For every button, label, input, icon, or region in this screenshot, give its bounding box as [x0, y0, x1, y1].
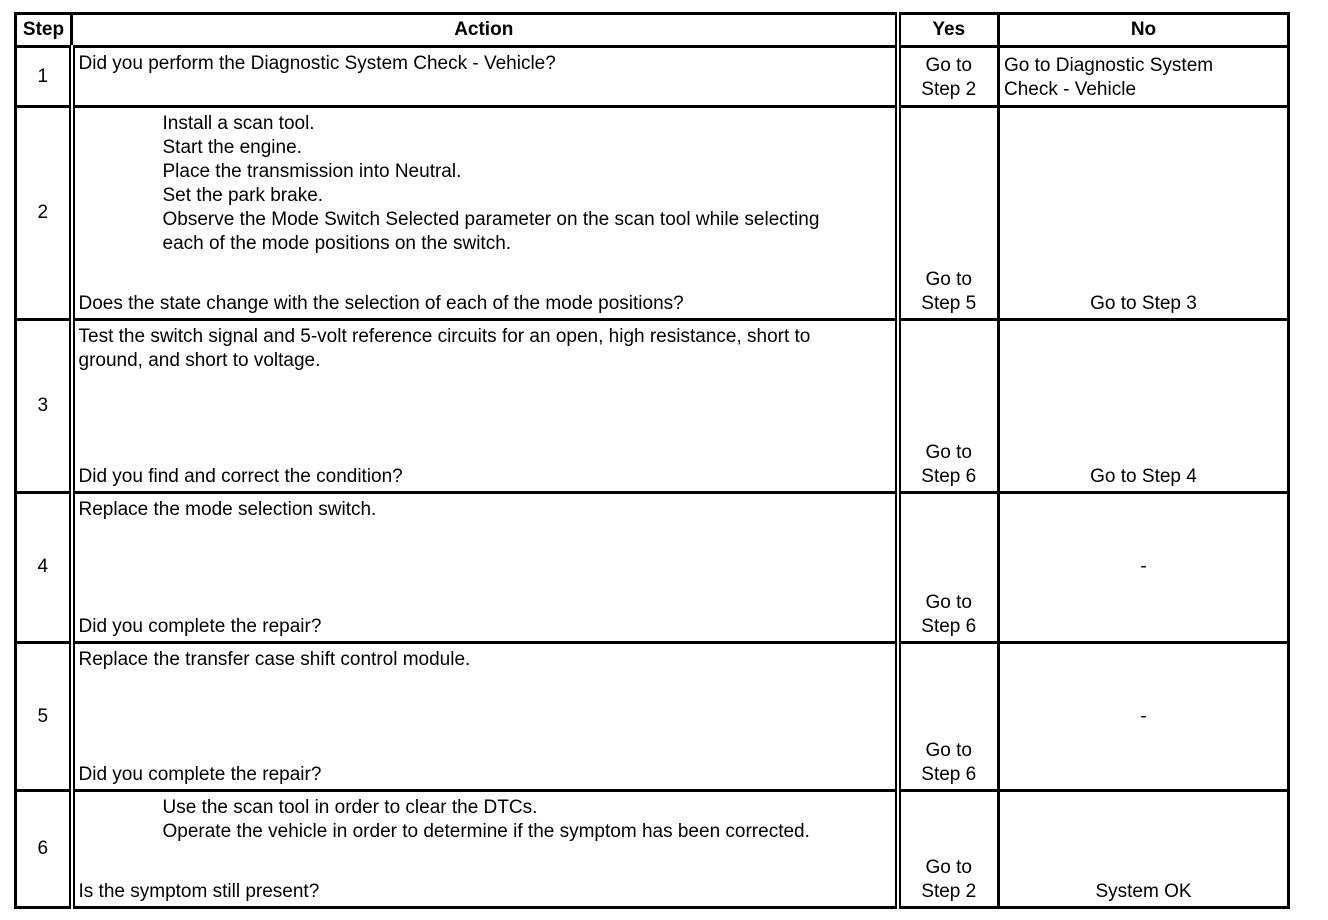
table-row	[16, 791, 1289, 908]
step-number: 1	[16, 47, 72, 107]
list-item: Use the scan tool in order to clear the DTCs.	[162, 797, 538, 819]
action-cell	[72, 47, 898, 107]
table-row	[16, 642, 1289, 791]
yes-cell: Go to Step 2	[898, 47, 999, 107]
no-cell: Go to Diagnostic System Check - Vehicle	[999, 47, 1289, 107]
no-cell: Go to Step 3	[999, 107, 1289, 320]
action-text: Test the switch signal and 5-volt reference circuits for an open, high resistance, short to ground, and short to voltage.	[78, 326, 811, 372]
list-item: each of the mode positions on the switch.	[162, 233, 512, 255]
action-question: Does the state change with the selection of each of the mode positions?	[78, 293, 684, 315]
yes-cell: Go to Step 5	[898, 107, 999, 320]
table-row	[16, 320, 1289, 493]
action-cell	[72, 320, 898, 493]
header-yes: Yes	[898, 14, 999, 47]
action-question: Is the symptom still present?	[78, 881, 320, 902]
table-row	[16, 107, 1289, 320]
action-cell	[72, 493, 898, 643]
step-number: 5	[16, 642, 72, 791]
action-cell	[72, 791, 898, 908]
action-list	[79, 112, 891, 256]
list-item: Operate the vehicle in order to determine if the symptom has been corrected.	[162, 821, 810, 843]
action-text: Replace the mode selection switch.	[78, 499, 377, 521]
list-item: Start the engine.	[162, 137, 302, 159]
yes-cell: Go to Step 6	[898, 320, 999, 493]
no-cell: Go to Step 4	[999, 320, 1289, 493]
no-cell: -	[999, 493, 1289, 643]
yes-cell: Go to Step 6	[898, 642, 999, 791]
yes-cell: Go to Step 2	[898, 791, 999, 908]
list-item: Place the transmission into Neutral.	[162, 161, 462, 183]
action-cell	[72, 107, 898, 320]
no-cell: System OK	[999, 791, 1289, 908]
header-row	[16, 14, 1289, 47]
header-step: Step	[16, 14, 72, 47]
step-number: 2	[16, 107, 72, 320]
list-item: Observe the Mode Switch Selected parameter on the scan tool while selecting	[162, 209, 820, 231]
header-action: Action	[72, 14, 898, 47]
action-list	[79, 796, 891, 844]
no-cell: -	[999, 642, 1289, 791]
action-text: Replace the transfer case shift control module.	[78, 648, 471, 670]
table-row	[16, 47, 1289, 107]
table-row	[16, 493, 1289, 643]
action-cell	[72, 642, 898, 791]
action-question: Did you complete the repair?	[78, 764, 322, 786]
action-question: Did you find and correct the condition?	[78, 466, 403, 488]
yes-cell: Go to Step 6	[898, 493, 999, 643]
action-question: Did you complete the repair?	[78, 615, 322, 637]
step-number: 4	[16, 493, 72, 643]
action-text: Did you perform the Diagnostic System Check - Vehicle?	[78, 53, 556, 74]
step-number: 3	[16, 320, 72, 493]
header-no: No	[999, 14, 1289, 47]
list-item: Set the park brake.	[162, 185, 324, 207]
step-number: 6	[16, 791, 72, 908]
diagnostic-table	[14, 12, 1290, 909]
list-item: Install a scan tool.	[162, 113, 315, 135]
